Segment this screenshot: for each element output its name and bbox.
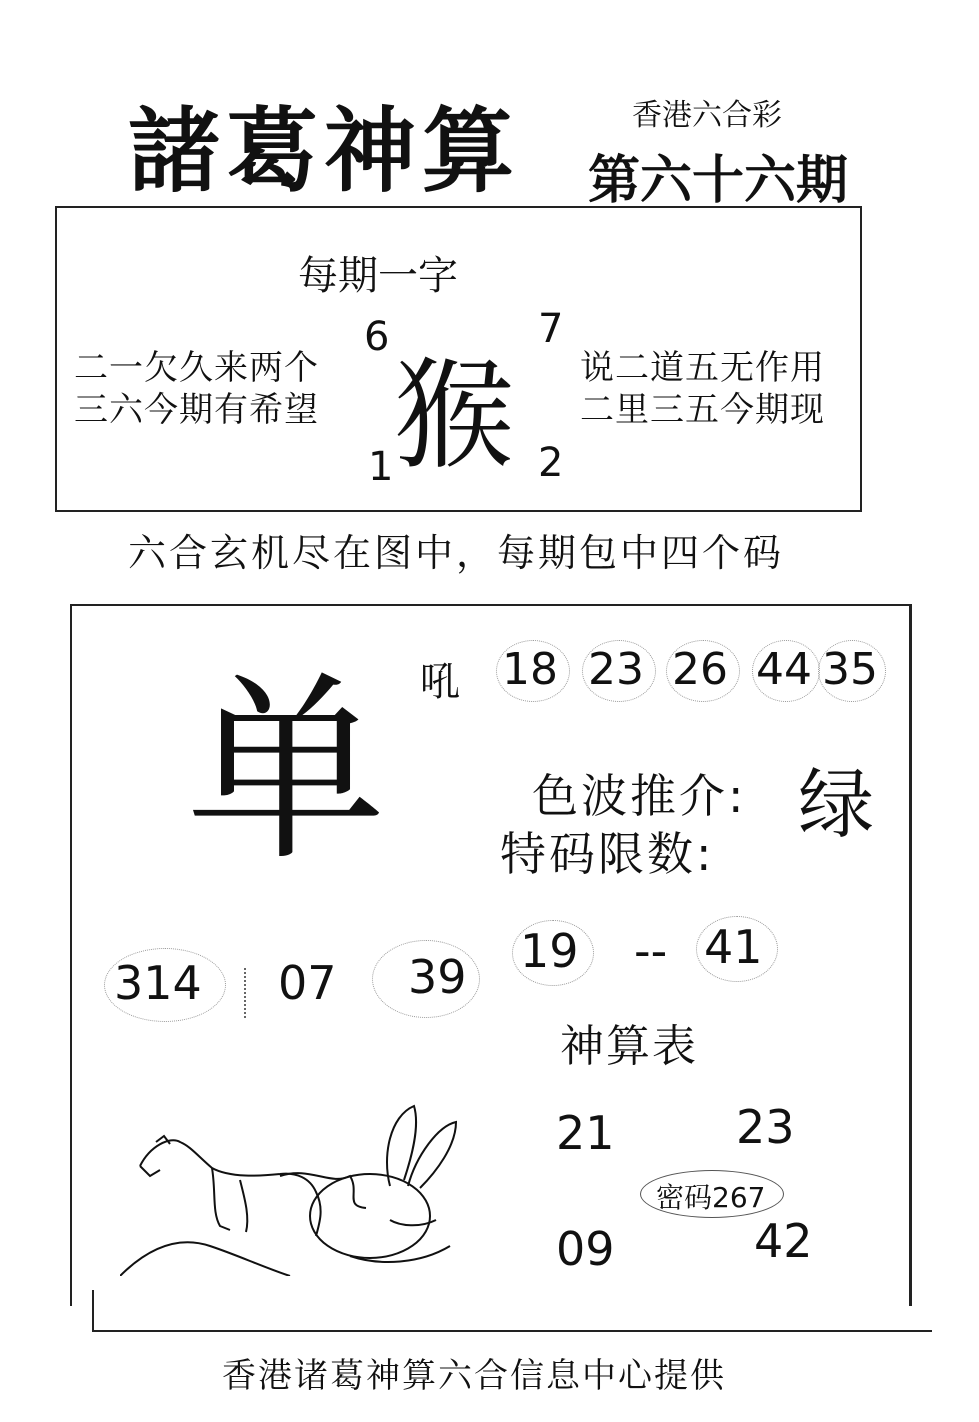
- code-badge: 密码267: [656, 1181, 766, 1214]
- riddle-left-line1: 二一欠久来两个: [74, 348, 319, 388]
- table-number: 23: [736, 1100, 795, 1154]
- riddle-center-char: 猴: [394, 347, 514, 486]
- table-number: 42: [754, 1214, 813, 1268]
- top-label: 吼: [420, 659, 460, 705]
- riddle-heading: 每期一字: [298, 253, 458, 299]
- brand-label: 香港六合彩: [632, 98, 782, 133]
- horse-icon: [120, 1136, 366, 1276]
- outer-frame-left: [92, 1290, 94, 1332]
- left-number: 39: [408, 950, 467, 1004]
- divider: [244, 968, 246, 1018]
- outer-frame-bottom: [92, 1330, 932, 1332]
- corner-number-top-right: 7: [538, 306, 564, 352]
- horse-rabbit-illustration: [120, 1096, 500, 1276]
- corner-number-top-left: 6: [364, 314, 390, 360]
- big-char: 单: [186, 655, 387, 888]
- top-number: 26: [672, 644, 728, 695]
- range-to: 41: [704, 920, 763, 974]
- corner-number-bottom-left: 1: [368, 444, 394, 490]
- issue-number: 第六十六期: [588, 151, 849, 211]
- left-number: 314: [114, 956, 202, 1010]
- riddle-right-line1: 说二道五无作用: [580, 348, 825, 388]
- top-number: 35: [822, 644, 878, 695]
- slogan: 六合玄机尽在图中，每期包中四个码: [128, 531, 785, 575]
- table-title: 神算表: [560, 1021, 698, 1072]
- riddle-right-line2: 二里三五今期现: [580, 390, 825, 430]
- top-number: 44: [756, 644, 812, 695]
- color-wave-label: 色波推介:: [532, 769, 747, 823]
- special-number-label: 特码限数:: [500, 827, 715, 881]
- page-title: 諸葛神算: [128, 98, 521, 205]
- range-from: 19: [520, 924, 579, 978]
- top-number: 18: [502, 644, 558, 695]
- color-wave-value: 绿: [798, 760, 874, 849]
- table-number: 09: [556, 1222, 615, 1276]
- table-number: 21: [556, 1106, 615, 1160]
- riddle-left-line2: 三六今期有希望: [74, 390, 319, 430]
- range-separator: --: [634, 924, 668, 978]
- rabbit-icon: [310, 1106, 456, 1262]
- top-number: 23: [588, 644, 644, 695]
- corner-number-bottom-right: 2: [538, 440, 564, 486]
- left-number: 07: [278, 956, 337, 1010]
- footer-credit: 香港诸葛神算六合信息中心提供: [222, 1356, 726, 1396]
